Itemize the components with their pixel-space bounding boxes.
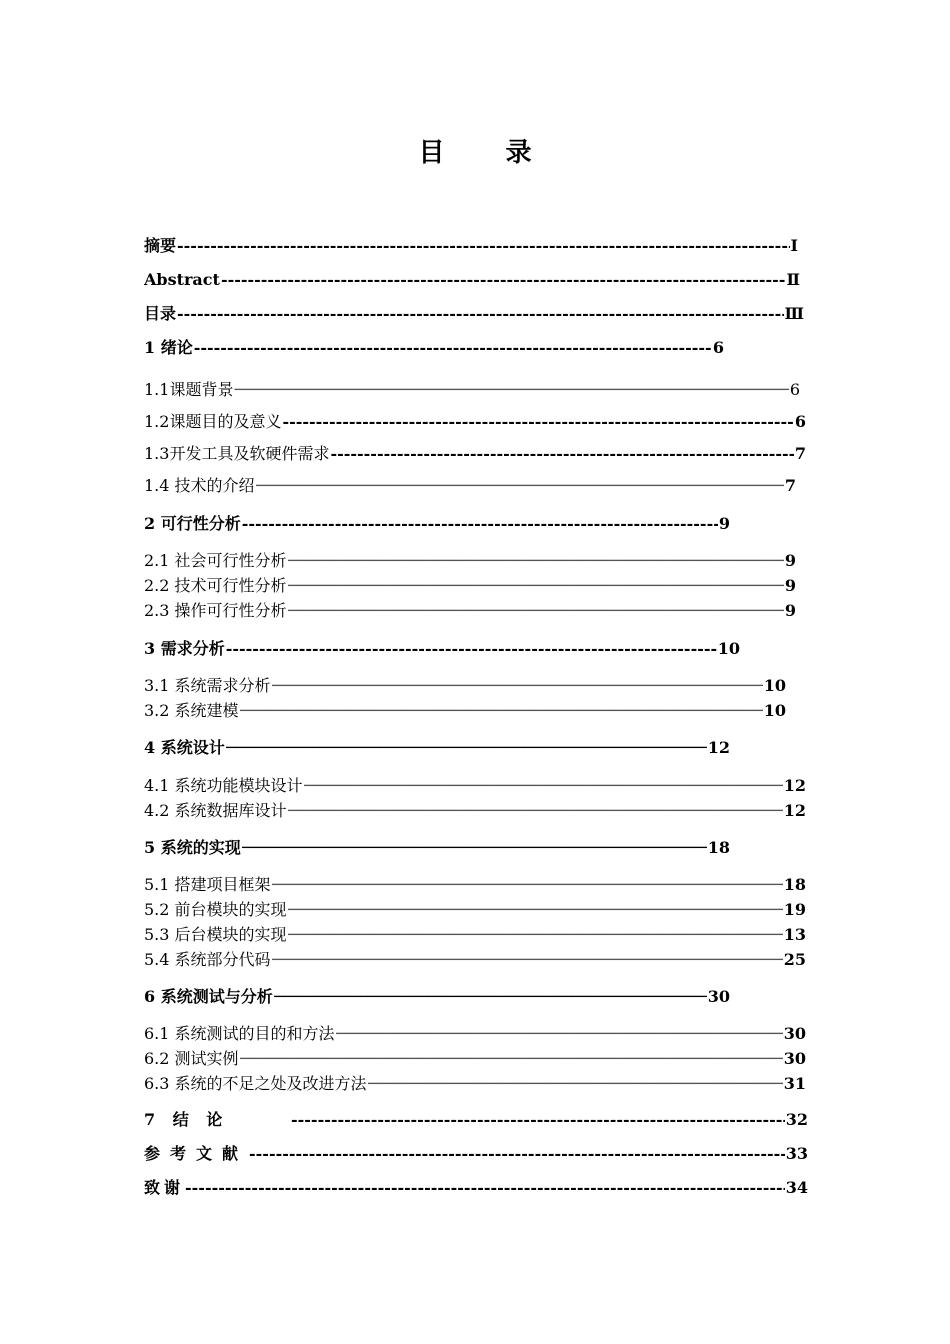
toc-section-3-1[interactable] [144, 674, 786, 698]
toc-entry-page: 10 [717, 639, 740, 658]
toc-chapter-4[interactable] [144, 736, 730, 760]
toc-section-5-3[interactable] [144, 923, 806, 947]
toc-entry-label: 5.1 搭建项目框架 [144, 875, 271, 894]
leader-dots [330, 442, 793, 466]
toc-entry-contents[interactable] [144, 302, 804, 326]
leader-line [368, 1072, 783, 1096]
toc-entry-label: 6.2 测试实例 [144, 1049, 239, 1068]
toc-entry-label: 2.2 技术可行性分析 [144, 576, 287, 595]
toc-entry-page: 34 [785, 1178, 808, 1197]
toc-entry-page: 30 [783, 1049, 806, 1068]
leader-line [272, 948, 783, 972]
toc-entry-page: 7 [794, 444, 806, 463]
toc-entry-page: 10 [763, 701, 786, 720]
leader-line [272, 873, 783, 897]
toc-entry-page: 12 [783, 801, 806, 820]
toc-entry-label: 1.1课题背景 [144, 380, 234, 399]
toc-entry-page: 7 [784, 476, 796, 495]
toc-section-2-3[interactable] [144, 599, 796, 623]
toc-entry-page: 9 [718, 514, 730, 533]
leader-line [274, 985, 707, 1009]
toc-entry-page: 9 [784, 551, 796, 570]
toc-entry-label: 3.1 系统需求分析 [144, 676, 271, 695]
leader-line [288, 923, 783, 947]
leader-dots [177, 302, 784, 326]
toc-section-5-2[interactable] [144, 898, 806, 922]
leader-line [242, 836, 707, 860]
leader-line [234, 378, 788, 402]
toc-entry-page: 6 [794, 412, 806, 431]
conclusion-label: 7 结 论 [144, 1110, 229, 1129]
leader-line [272, 674, 763, 698]
toc-entry-label: 6.1 系统测试的目的和方法 [144, 1024, 335, 1043]
toc-entry-page: Ⅰ [790, 236, 798, 255]
toc-entry-label: 5.2 前台模块的实现 [144, 900, 287, 919]
toc-section-6-1[interactable] [144, 1022, 806, 1046]
toc-section-2-2[interactable] [144, 574, 796, 598]
toc-references[interactable] [144, 1142, 808, 1166]
toc-entry-label: 1.4 技术的介绍 [144, 476, 255, 495]
toc-entry-label: 3 需求分析 [144, 639, 225, 658]
leader-line [256, 474, 784, 498]
toc-entry-page: 18 [707, 838, 730, 857]
leader-line [304, 774, 783, 798]
toc-entry-label: 摘要 [144, 236, 177, 255]
toc-entry-label: 参考文献 [144, 1144, 249, 1163]
toc-entry-label: 目录 [144, 304, 177, 323]
toc-entry-label: 2.3 操作可行性分析 [144, 601, 287, 620]
toc-entry-page: 30 [783, 1024, 806, 1043]
toc-section-5-4[interactable] [144, 948, 806, 972]
toc-entry-abstract-en[interactable] [144, 268, 800, 292]
toc-entry-page: Ⅲ [784, 304, 804, 323]
toc-entry-page: 13 [783, 925, 806, 944]
toc-section-6-3[interactable] [144, 1072, 806, 1096]
toc-entry-label: 4.1 系统功能模块设计 [144, 776, 303, 795]
toc-entry-page: 9 [784, 601, 796, 620]
toc-entry-label: 5.4 系统部分代码 [144, 950, 271, 969]
toc-entry-label: 2 可行性分析 [144, 514, 241, 533]
leader-dots [282, 410, 793, 434]
toc-entry-label: 1.2课题目的及意义 [144, 412, 282, 431]
toc-entry-page: 9 [784, 576, 796, 595]
toc-section-1-3[interactable] [144, 442, 806, 466]
leader-dots [249, 1142, 785, 1166]
toc-entry-label: 5 系统的实现 [144, 838, 241, 857]
toc-chapter-1[interactable] [144, 336, 724, 360]
toc-entry-label [144, 1108, 290, 1132]
toc-entry-page: 10 [763, 676, 786, 695]
toc-entry-label: 1.3开发工具及软硬件需求 [144, 444, 330, 463]
leader-dots [194, 336, 712, 360]
toc-section-1-4[interactable] [144, 474, 796, 498]
leader-line [288, 574, 784, 598]
toc-entry-label: 1 绪论 [144, 338, 193, 357]
toc-entry-label: 3.2 系统建模 [144, 701, 239, 720]
toc-chapter-2[interactable] [144, 512, 730, 536]
toc-acknowledgements[interactable] [144, 1176, 808, 1200]
toc-entry-label: 4 系统设计 [144, 738, 225, 757]
toc-entry-page: 18 [783, 875, 806, 894]
toc-entry-abstract-cn[interactable] [144, 234, 798, 258]
toc-entry-label: 2.1 社会可行性分析 [144, 551, 287, 570]
toc-entry-page: 19 [783, 900, 806, 919]
leader-line [288, 799, 783, 823]
toc-section-5-1[interactable] [144, 873, 806, 897]
leader-line [226, 736, 707, 760]
leader-dots [291, 1108, 785, 1132]
leader-line [336, 1022, 783, 1046]
leader-line [288, 549, 784, 573]
toc-entry-page: Ⅱ [786, 270, 800, 289]
leader-dots [242, 512, 718, 536]
page-title: 目 录 [418, 138, 558, 168]
toc-section-1-2[interactable] [144, 410, 806, 434]
toc-chapter-7[interactable] [144, 1108, 808, 1132]
toc-entry-page: 31 [783, 1074, 806, 1093]
toc-entry-label: 致谢 [144, 1178, 185, 1197]
toc-entry-label: 6.3 系统的不足之处及改进方法 [144, 1074, 367, 1093]
toc-entry-label: Abstract [144, 270, 220, 289]
toc-entry-page: 25 [783, 950, 806, 969]
toc-chapter-3[interactable] [144, 637, 740, 661]
leader-line [288, 898, 783, 922]
toc-chapter-6[interactable] [144, 985, 730, 1009]
toc-entry-label: 5.3 后台模块的实现 [144, 925, 287, 944]
toc-entry-page: 32 [785, 1110, 808, 1129]
toc-section-1-1[interactable] [144, 378, 800, 402]
toc-entry-page: 12 [783, 776, 806, 795]
leader-dots [221, 268, 786, 292]
toc-entry-label: 4.2 系统数据库设计 [144, 801, 287, 820]
leader-dots [177, 234, 790, 258]
toc-section-4-2[interactable] [144, 799, 806, 823]
toc-chapter-5[interactable] [144, 836, 730, 860]
toc-section-6-2[interactable] [144, 1047, 806, 1071]
leader-line [240, 1047, 783, 1071]
toc-entry-page: 6 [789, 380, 800, 399]
toc-section-2-1[interactable] [144, 549, 796, 573]
leader-dots [226, 637, 717, 661]
leader-line [288, 599, 784, 623]
toc-section-4-1[interactable] [144, 774, 806, 798]
toc-entry-page: 33 [785, 1144, 808, 1163]
toc-entry-label: 6 系统测试与分析 [144, 987, 273, 1006]
toc-entry-page: 12 [707, 738, 730, 757]
toc-entry-page: 6 [712, 338, 724, 357]
leader-dots [185, 1176, 785, 1200]
leader-line [240, 699, 763, 723]
toc-entry-page: 30 [707, 987, 730, 1006]
toc-section-3-2[interactable] [144, 699, 786, 723]
